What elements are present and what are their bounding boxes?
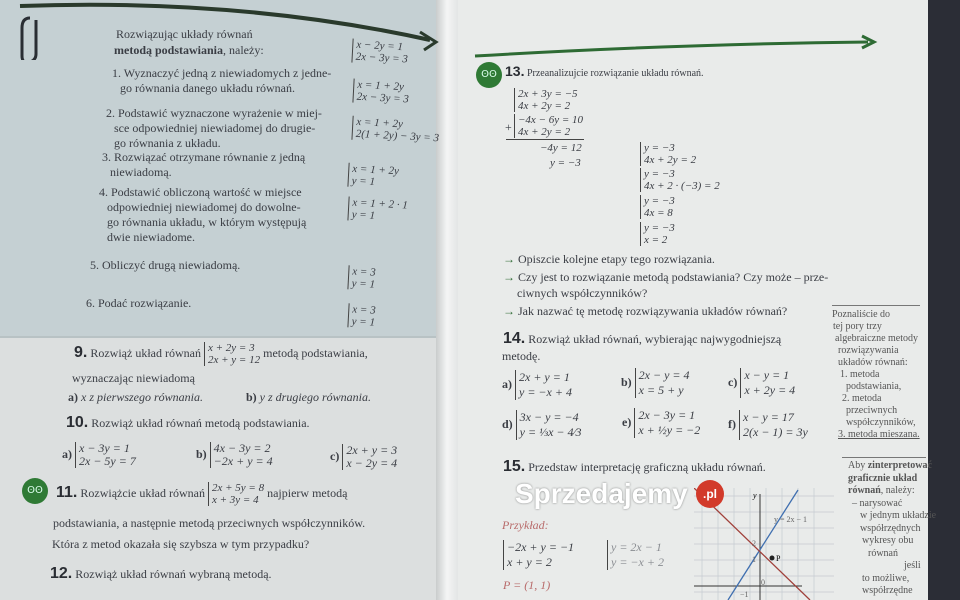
equation: 4x − 3y = 2 (213, 441, 271, 455)
ex13-step (640, 142, 696, 166)
ex10-text: Rozwiąż układ równań metodą podstawiania. (91, 416, 310, 430)
ex13-system-a (514, 88, 578, 112)
ex10-item (330, 444, 397, 470)
sidebar-line: współrzędnych (860, 522, 921, 534)
watermark: Sprzedajemy (515, 478, 688, 509)
line1-label: y = 2x − 1 (774, 515, 808, 524)
equation-system (514, 114, 583, 138)
ex11-after: najpierw metodą (267, 485, 348, 500)
ex12-number: 12. (50, 565, 73, 582)
pair-work-icon: ʘʘ (22, 478, 48, 504)
q2-text: Czy jest to rozwiązanie metodą podstawiania? Czy może – prze- (518, 270, 829, 284)
equation: 2x − y = 4 (638, 368, 690, 382)
step-text: dwie niewiadome. (107, 230, 195, 244)
equation-system (514, 88, 578, 112)
item-label: c) (728, 374, 738, 389)
sidebar-line: równań (868, 547, 898, 559)
ex11-line2: podstawiania, a następnie metodą przeciwnych współczynników. (53, 516, 366, 530)
item-label: f) (728, 416, 736, 431)
ex13-step (640, 195, 675, 219)
ex14-item (502, 370, 572, 400)
question-2 (503, 270, 828, 285)
step-text: niewiadomą. (110, 165, 172, 179)
item-label: d) (502, 416, 513, 431)
equation: x = 3 (352, 265, 376, 279)
question-1 (503, 252, 715, 267)
sidebar-line: współczynników, (846, 417, 916, 428)
eq: x + y = 2 (507, 555, 552, 569)
plus-sign: + (505, 120, 512, 134)
ex9-a (68, 390, 203, 405)
eq: x + 3y = 4 (211, 494, 259, 506)
equation-system (640, 168, 720, 192)
ex11-system (208, 482, 264, 506)
equation: x = 1 + 2 · 1 (352, 196, 409, 212)
sum-line (506, 139, 584, 140)
eq: −4x − 6y = 10 (518, 114, 584, 126)
q3-text: Jak nazwać tę metodę rozwiązywania układów równań? (518, 304, 788, 318)
sidebar-line: to możliwe, (862, 572, 910, 584)
step-2-system (351, 116, 439, 145)
ex11-text: Rozwiążcie układ równań (80, 485, 205, 500)
equation: 2x + y = 1 (519, 370, 570, 384)
exercise-13 (505, 64, 704, 81)
ex15-number: 15. (503, 458, 526, 475)
ex13-sum: −4y = 12 (540, 142, 582, 154)
sidebar-line: jeśli (904, 560, 921, 571)
example-label: Przykład: (502, 518, 549, 532)
arrow-icon: → (503, 252, 515, 266)
equation: 4x = 8 (644, 207, 673, 219)
intro-1: Rozwiązując układy równań (116, 27, 253, 41)
tick-1: 1 (752, 555, 756, 564)
ex13-number: 13. (505, 63, 525, 79)
sidebar-line: algebraiczne metody (835, 333, 919, 344)
sidebar-line: podstawiania, (846, 381, 902, 392)
equation: y = 1 (351, 174, 376, 189)
equation-system (351, 116, 439, 145)
eq: 4x + 2y = 2 (518, 100, 571, 112)
step-5-system (347, 265, 376, 290)
exercise-12 (50, 566, 272, 582)
ex12-text: Rozwiąż układ równań wybraną metodą. (75, 567, 272, 581)
book-gutter (436, 0, 458, 600)
equation: 2(1 + 2y) − 3y = 3 (355, 127, 440, 145)
equation: 4x + 2 · (−3) = 2 (644, 180, 720, 192)
equation-system (640, 195, 675, 219)
equation-system (640, 142, 696, 166)
sidebar-line: rozwiązywania (838, 345, 899, 356)
ex9-system (204, 342, 260, 366)
ex9-after: metodą podstawiania, (263, 345, 368, 360)
arrow-icon: → (503, 304, 515, 318)
step-1-system-b (352, 79, 409, 106)
equation: x + 2y = 4 (744, 383, 796, 397)
item-label: b) (196, 446, 207, 461)
step-text: 4. Podstawić obliczoną wartość w miejsce (99, 185, 302, 199)
paperclip-icon (22, 18, 36, 60)
item-label: a) (62, 446, 72, 461)
equation: 2x − 5y = 7 (79, 454, 136, 468)
ex13-step (640, 222, 675, 246)
ex14-text2: metodę. (502, 349, 541, 363)
equation-system (75, 442, 136, 468)
equation: y = −3 (644, 222, 675, 234)
equation-system (516, 410, 582, 440)
example-point: P = (1, 1) (503, 578, 551, 592)
s2-d: równań (848, 485, 881, 496)
ex15-text: Przedstaw interpretację graficzną układu równań. (528, 460, 766, 474)
eq: x + 2y = 3 (207, 342, 255, 354)
s2-c: graficznie układ (848, 472, 918, 484)
pair-work-icon: ʘʘ (476, 62, 502, 88)
equation-system (342, 444, 397, 470)
step-1-system (351, 39, 408, 66)
origin-label: 0 (761, 578, 765, 587)
intro-2 (114, 43, 264, 58)
equation: x − 2y = 4 (346, 456, 398, 470)
step-6-system (347, 303, 376, 328)
ex14-item (621, 368, 690, 398)
tick-minus-1: −1 (740, 590, 749, 599)
equation: y = −x + 4 (519, 385, 572, 399)
q2-text-cont: ciwnych współczynników? (517, 286, 648, 300)
item-label: b) (621, 374, 632, 389)
equation-system (351, 39, 408, 66)
step-3-system (347, 163, 399, 190)
graph-sidebar (848, 460, 938, 598)
equation: −2x + y = 4 (213, 454, 273, 468)
ex13-result: y = −3 (550, 157, 581, 169)
equation-system (347, 163, 399, 190)
q1-text: Opiszcie kolejne etapy tego rozwiązania. (518, 252, 715, 266)
ex11-number: 11. (56, 483, 78, 501)
equation: y = 1 (351, 208, 376, 222)
exercise-11 (56, 482, 347, 506)
ex9-line2: wyznaczając niewiadomą (72, 371, 195, 385)
equation: x = 3 (352, 303, 376, 317)
equation: x − 2y = 1 (356, 38, 404, 54)
ex9-b (246, 390, 371, 405)
sidebar-line: Poznaliście do (832, 309, 891, 320)
sidebar-line: wykresy obu (862, 535, 914, 546)
sidebar-line: współrzędne (862, 585, 913, 596)
eq: 4x + 2y = 2 (518, 126, 571, 138)
equation: 2x − 3y = 3 (355, 50, 409, 66)
arrow-icon: → (503, 270, 515, 284)
step-text: sce odpowiedniej niewiadomej do drugie- (114, 121, 316, 135)
ex9-text: Rozwiąż układ równań (90, 345, 201, 360)
item-label: c) (330, 448, 340, 463)
sidebar-line: – narysować (852, 497, 903, 509)
equation-system (607, 540, 664, 570)
ex13-system-b (514, 114, 583, 138)
ex14-item (728, 410, 808, 440)
ex14-number: 14. (503, 330, 526, 347)
equation: x − y = 17 (743, 410, 794, 424)
equation: y = −3 (644, 168, 675, 180)
equation-system (635, 368, 690, 398)
ex10-number: 10. (66, 414, 89, 431)
step-text: go równania z układu. (114, 136, 221, 150)
eq: −2x + y = −1 (507, 540, 575, 554)
exercise-9 (74, 342, 368, 366)
equation-system (347, 303, 376, 328)
equation: y = ⅓x − 4⁄3 (519, 425, 582, 439)
step-text: 6. Podać rozwiązanie. (86, 296, 192, 310)
equation: y = 1 (351, 277, 376, 291)
equation-system (634, 408, 700, 438)
equation-system (740, 368, 795, 398)
example-system (503, 540, 574, 570)
ex9-a-text: x z pierwszego równania. (81, 390, 204, 404)
ex14-item (728, 368, 795, 398)
ex13-text: Przeanalizujcie rozwiązanie układu równań. (526, 68, 704, 79)
ex9-number: 9. (74, 343, 88, 361)
sidebar-line: układów równań: (838, 357, 908, 368)
example-system-solved (607, 540, 664, 570)
sidebar-line: 2. metoda (842, 393, 882, 404)
ex9-b-text: y z drugiego równania. (259, 390, 372, 404)
exercise-15 (503, 459, 766, 475)
s2-e: , należy: (880, 485, 915, 496)
equation: 2x − 3y = 3 (356, 90, 410, 106)
equation: x = 5 + y (638, 383, 684, 397)
label: a) (68, 390, 78, 404)
ex14-item (622, 408, 700, 438)
intro-rest: , należy: (223, 43, 264, 57)
equation-system (210, 442, 273, 468)
eq: 2x + 3y = −5 (518, 88, 578, 100)
sidebar-line: 1. metoda (840, 369, 880, 380)
equation: y = 1 (351, 315, 376, 329)
equation-system (515, 370, 572, 400)
sidebar-line: 3. metoda mieszana. (838, 429, 920, 440)
equation: 2(x − 1) = 3y (743, 425, 808, 439)
step-text: odpowiedniej niewiadomej do dowolne- (107, 200, 301, 214)
exercise-10 (66, 415, 310, 431)
equation: 2x + y = 3 (346, 443, 398, 457)
equation: 2x − 3y = 1 (638, 408, 696, 422)
intro-bold: metodą podstawiania (114, 43, 224, 57)
equation-system (347, 265, 376, 290)
ex13-step (640, 168, 720, 192)
item-label: a) (502, 376, 512, 391)
ex14-text: Rozwiąż układ równań, wybierając najwygodniejszą (528, 332, 782, 346)
ex10-item (196, 442, 273, 468)
sidebar-line: tej pory trzy (833, 321, 882, 332)
step-text: go równania układu, w którym występują (107, 215, 307, 229)
watermark-badge: .pl (696, 480, 724, 508)
equation: y = −3 (644, 195, 675, 207)
step-text: 5. Obliczyć drugą niewiadomą. (90, 258, 241, 272)
s2-lines (848, 498, 938, 598)
eq: y = −x + 2 (611, 555, 664, 569)
equation: x + ½y = −2 (638, 423, 701, 437)
step-text: 1. Wyznaczyć jedną z niewiadomych z jedne- (112, 66, 332, 80)
equation-system (352, 79, 409, 106)
equation: x = 2 (644, 234, 668, 246)
ex11-line3: Która z metod okazała się szybsza w tym przypadku? (52, 537, 310, 551)
sidebar-line: w jednym układzie (860, 510, 937, 521)
eq: 2x + y = 12 (207, 354, 261, 366)
equation: x − 3y = 1 (79, 441, 130, 455)
equation: x = 1 + 2y (357, 78, 405, 94)
equation: x = 1 + 2y (352, 162, 400, 178)
equation-system (503, 540, 574, 570)
s2-b: zinterpretować (867, 460, 932, 471)
equation: x = 1 + 2y (356, 115, 404, 131)
ex10-item (62, 442, 136, 468)
equation: 4x + 2y = 2 (644, 154, 697, 166)
ex14-item (502, 410, 582, 440)
intersection-point (770, 556, 775, 561)
equation: x − y = 1 (744, 368, 790, 382)
equation-system (640, 222, 675, 246)
tick-2: 2 (752, 539, 756, 548)
p-label: P (776, 554, 781, 563)
equation: 3x − y = −4 (519, 410, 579, 424)
y-label: y (753, 491, 757, 500)
eq: 2x + 5y = 8 (211, 482, 265, 494)
sidebar-rule (832, 305, 920, 306)
label: b) (246, 390, 257, 404)
exercise-14 (503, 331, 781, 347)
step-text: 2. Podstawić wyznaczone wyrażenie w miej- (106, 106, 322, 120)
right-arrow-line (475, 42, 868, 56)
question-3 (503, 304, 787, 319)
eq: y = 2x − 1 (611, 540, 662, 554)
methods-sidebar (832, 309, 928, 441)
step-text: go równania danego układu równań. (120, 81, 295, 95)
item-label: e) (622, 414, 632, 429)
equation: y = −3 (644, 142, 675, 154)
sidebar-rule (842, 457, 926, 458)
step-4-system (347, 196, 408, 223)
equation-system (347, 196, 408, 223)
equation-system (739, 410, 808, 440)
step-text: 3. Rozwiązać otrzymane równanie z jedną (102, 150, 306, 164)
s2-a: Aby (848, 460, 868, 471)
sidebar-line: przeciwnych (846, 405, 898, 416)
